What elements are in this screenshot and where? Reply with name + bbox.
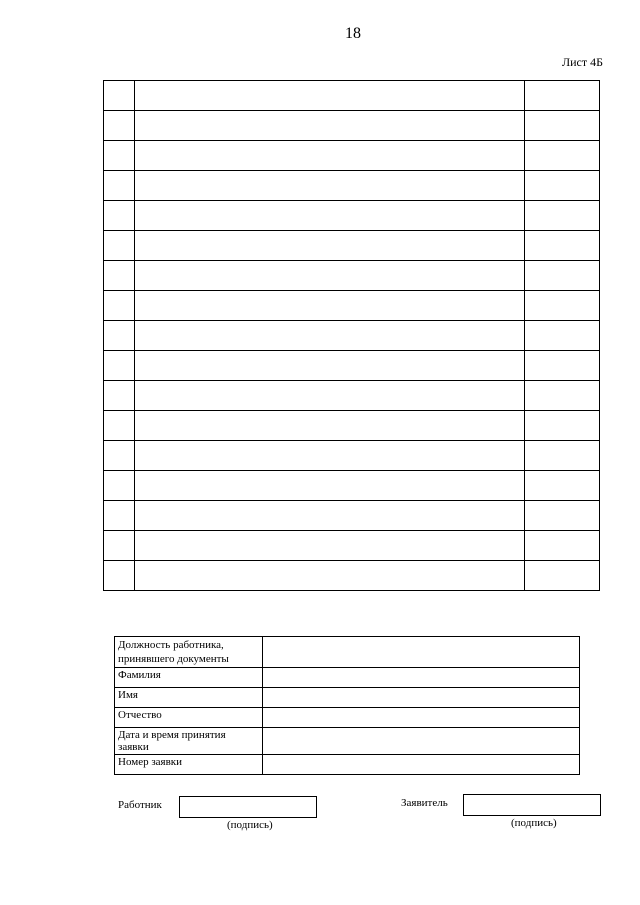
- table-row: [104, 351, 600, 381]
- content-cell[interactable]: [135, 291, 525, 321]
- content-cell[interactable]: [135, 321, 525, 351]
- note-cell[interactable]: [525, 231, 600, 261]
- content-cell[interactable]: [135, 111, 525, 141]
- worker-signature-field[interactable]: [179, 796, 317, 818]
- number-cell[interactable]: [104, 441, 135, 471]
- number-cell[interactable]: [104, 561, 135, 591]
- info-row-datetime: [115, 728, 580, 755]
- number-cell[interactable]: [104, 531, 135, 561]
- number-cell[interactable]: [104, 471, 135, 501]
- info-value-patronymic[interactable]: [263, 708, 580, 728]
- number-cell[interactable]: [104, 411, 135, 441]
- info-value-name[interactable]: [263, 688, 580, 708]
- info-row-patronymic: [115, 708, 580, 728]
- note-cell[interactable]: [525, 411, 600, 441]
- number-cell[interactable]: [104, 141, 135, 171]
- applicant-signature-caption: (подпись): [511, 817, 557, 829]
- info-row-request-number: [115, 755, 580, 775]
- note-cell[interactable]: [525, 201, 600, 231]
- content-cell[interactable]: [135, 351, 525, 381]
- note-cell[interactable]: [525, 141, 600, 171]
- applicant-signature-label: Заявитель: [401, 797, 448, 809]
- table-row: [104, 141, 600, 171]
- note-cell[interactable]: [525, 351, 600, 381]
- info-label-request-number: Номер заявки: [115, 755, 263, 775]
- number-cell[interactable]: [104, 81, 135, 111]
- info-row-surname: [115, 668, 580, 688]
- number-cell[interactable]: [104, 291, 135, 321]
- number-cell[interactable]: [104, 351, 135, 381]
- table-row: [104, 501, 600, 531]
- worker-signature-label: Работник: [118, 799, 162, 811]
- content-cell[interactable]: [135, 561, 525, 591]
- content-cell[interactable]: [135, 201, 525, 231]
- table-row: [104, 231, 600, 261]
- table-row: [104, 381, 600, 411]
- info-label-patronymic: Отчество: [115, 708, 263, 728]
- table-row: [104, 291, 600, 321]
- note-cell[interactable]: [525, 261, 600, 291]
- info-row-name: [115, 688, 580, 708]
- table-row: [104, 111, 600, 141]
- number-cell[interactable]: [104, 321, 135, 351]
- info-value-request-number[interactable]: [263, 755, 580, 775]
- content-cell[interactable]: [135, 81, 525, 111]
- content-cell[interactable]: [135, 171, 525, 201]
- note-cell[interactable]: [525, 561, 600, 591]
- note-cell[interactable]: [525, 291, 600, 321]
- worker-signature-caption: (подпись): [227, 819, 273, 831]
- info-label-position: Должность работника, принявшего документы: [115, 637, 263, 668]
- number-cell[interactable]: [104, 231, 135, 261]
- content-cell[interactable]: [135, 231, 525, 261]
- number-cell[interactable]: [104, 171, 135, 201]
- content-cell[interactable]: [135, 261, 525, 291]
- info-value-position[interactable]: [263, 637, 580, 668]
- table-row: [104, 201, 600, 231]
- content-cell[interactable]: [135, 141, 525, 171]
- page-number: 18: [345, 25, 361, 42]
- content-cell[interactable]: [135, 471, 525, 501]
- note-cell[interactable]: [525, 471, 600, 501]
- applicant-signature-field[interactable]: [463, 794, 601, 816]
- table-row: [104, 531, 600, 561]
- table-row: [104, 81, 600, 111]
- main-table-body: [104, 81, 600, 591]
- number-cell[interactable]: [104, 261, 135, 291]
- note-cell[interactable]: [525, 81, 600, 111]
- note-cell[interactable]: [525, 171, 600, 201]
- content-cell[interactable]: [135, 411, 525, 441]
- table-row: [104, 441, 600, 471]
- acceptance-info-table: [114, 636, 580, 775]
- note-cell[interactable]: [525, 531, 600, 561]
- table-row: [104, 471, 600, 501]
- table-row: [104, 321, 600, 351]
- note-cell[interactable]: [525, 501, 600, 531]
- info-value-datetime[interactable]: [263, 728, 580, 755]
- table-row: [104, 561, 600, 591]
- table-row: [104, 261, 600, 291]
- number-cell[interactable]: [104, 381, 135, 411]
- number-cell[interactable]: [104, 501, 135, 531]
- sheet-label: Лист 4Б: [562, 55, 604, 69]
- info-label-surname: Фамилия: [115, 668, 263, 688]
- content-cell[interactable]: [135, 381, 525, 411]
- info-value-surname[interactable]: [263, 668, 580, 688]
- note-cell[interactable]: [525, 321, 600, 351]
- info-row-position: [115, 637, 580, 668]
- main-entries-table: [103, 80, 600, 591]
- content-cell[interactable]: [135, 441, 525, 471]
- table-row: [104, 411, 600, 441]
- info-label-name: Имя: [115, 688, 263, 708]
- note-cell[interactable]: [525, 381, 600, 411]
- number-cell[interactable]: [104, 201, 135, 231]
- table-row: [104, 171, 600, 201]
- note-cell[interactable]: [525, 111, 600, 141]
- number-cell[interactable]: [104, 111, 135, 141]
- content-cell[interactable]: [135, 501, 525, 531]
- info-label-datetime: Дата и время принятия заявки: [115, 728, 263, 755]
- note-cell[interactable]: [525, 441, 600, 471]
- content-cell[interactable]: [135, 531, 525, 561]
